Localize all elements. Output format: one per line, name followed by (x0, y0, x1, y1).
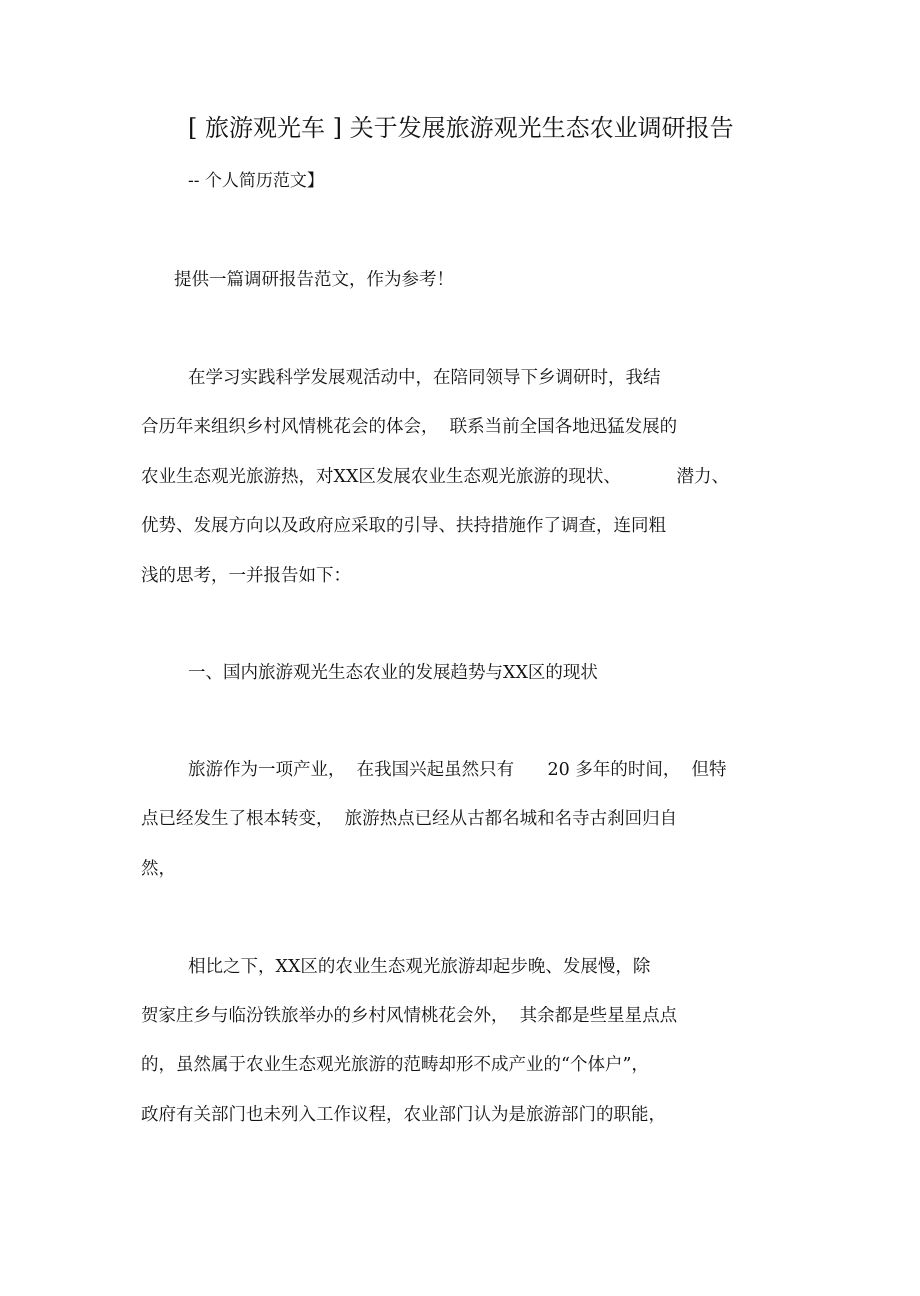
paragraph-3-line-2: 贺家庄乡与临汾铁旅举办的乡村风情桃花会外， 其余都是些星星点点 (141, 1006, 678, 1026)
paragraph-2-line-2: 点已经发生了根本转变， 旅游热点已经从古都名城和名寺古刹回归自 (141, 809, 678, 829)
intro-text: 提供一篇调研报告范文，作为参考！ (174, 270, 454, 290)
document-title: [ 旅游观光车 ] 关于发展旅游观光生态农业调研报告 (188, 114, 734, 142)
paragraph-3-line-4: 政府有关部门也未列入工作议程，农业部门认为是旅游部门的职能， (141, 1105, 666, 1125)
paragraph-2-line-1: 旅游作为一项产业， 在我国兴起虽然只有 20 多年的时间， 但特 (188, 760, 727, 780)
paragraph-3-line-3: 的，虽然属于农业生态观光旅游的范畴却形不成产业的“个体户”， (141, 1055, 649, 1075)
document-subtitle: -- 个人简历范文】 (188, 171, 324, 191)
paragraph-1-line-2: 合历年来组织乡村风情桃花会的体会， 联系当前全国各地迅猛发展的 (141, 417, 678, 437)
paragraph-1-line-4: 优势、发展方向以及政府应采取的引导、扶持措施作了调查，连同粗 (141, 516, 666, 536)
section-heading-1: 一、国内旅游观光生态农业的发展趋势与XX区的现状 (188, 663, 598, 683)
paragraph-1-line-1: 在学习实践科学发展观活动中，在陪同领导下乡调研时，我结 (188, 368, 661, 388)
paragraph-1-line-5: 浅的思考，一并报告如下： (141, 566, 351, 586)
paragraph-1-line-3: 农业生态观光旅游热，对XX区发展农业生态观光旅游的现状、 潜力、 (141, 467, 730, 487)
paragraph-3-line-1: 相比之下，XX区的农业生态观光旅游却起步晚、发展慢，除 (188, 957, 651, 977)
paragraph-2-line-3: 然， (141, 859, 176, 879)
